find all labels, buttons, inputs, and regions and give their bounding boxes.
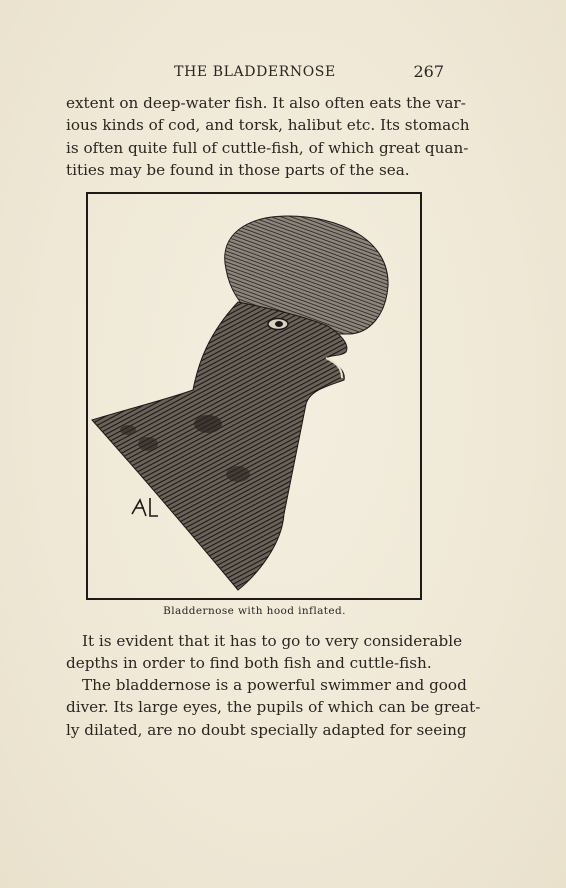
text-line: The bladdernose is a powerful swimmer and good [82,676,467,694]
text-line: depths in order to find both fish and cuttle-fish. [66,654,432,673]
page-number: 267 [413,62,444,81]
running-title: THE BLADDERNOSE [174,64,336,80]
page-header [66,62,444,84]
text-line: diver. Its large eyes, the pupils of which can be great- [66,698,481,717]
text-line: ly dilated, are no doubt specially adapted for seeing [66,720,467,739]
paragraph-3 [66,674,481,741]
artist-monogram [132,498,158,516]
text-line: ious kinds of cod, and torsk, halibut etc. Its stomach [66,116,470,135]
paragraph-1 [66,92,470,182]
text-line: It is evident that it has to go to very considerable [82,632,463,650]
figure-caption: Bladdernose with hood inflated. [163,605,346,617]
seal-body [92,302,347,590]
bladdernose-illustration [88,194,420,598]
text-line: extent on deep-water fish. It also often eats the var- [66,94,466,112]
figure-frame [86,192,422,600]
text-line: tities may be found in those parts of the sea. [66,161,410,180]
text-line: is often quite full of cuttle-fish, of which great quan- [66,138,469,157]
paragraph-2 [66,630,463,675]
